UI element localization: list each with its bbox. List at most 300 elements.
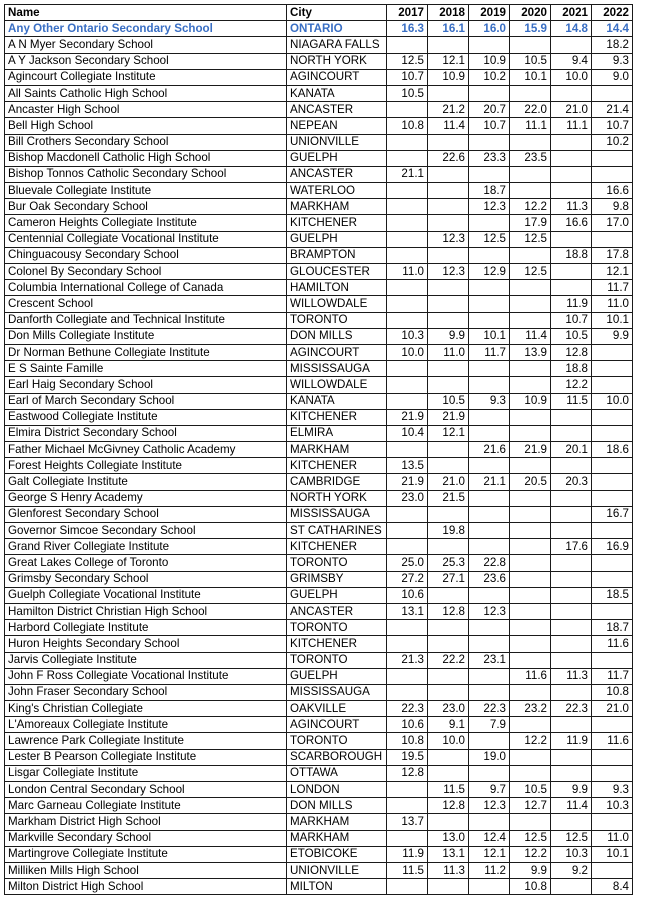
school-name-cell: Lester B Pearson Collegiate Institute [5, 749, 287, 765]
value-2020-cell [510, 296, 551, 312]
value-2017-cell: 10.5 [387, 85, 428, 101]
value-2020-cell [510, 280, 551, 296]
value-2022-cell [592, 150, 633, 166]
value-2022-cell: 10.7 [592, 118, 633, 134]
value-2017-cell: 10.3 [387, 328, 428, 344]
value-2022-cell [592, 361, 633, 377]
table-row [5, 85, 633, 101]
city-cell: DON MILLS [287, 798, 387, 814]
value-2020-cell: 12.2 [510, 733, 551, 749]
value-2020-cell [510, 587, 551, 603]
city-cell: WILLOWDALE [287, 377, 387, 393]
value-2017-cell [387, 620, 428, 636]
value-2019-cell: 7.9 [469, 717, 510, 733]
value-2022-cell: 8.4 [592, 879, 633, 895]
table-row [5, 102, 633, 118]
value-2022-cell [592, 652, 633, 668]
table-row [5, 312, 633, 328]
city-cell: OTTAWA [287, 765, 387, 781]
school-name-cell: Crescent School [5, 296, 287, 312]
table-row [5, 571, 633, 587]
value-2019-cell [469, 247, 510, 263]
city-cell: BRAMPTON [287, 247, 387, 263]
value-2020-cell [510, 490, 551, 506]
city-cell: MARKHAM [287, 199, 387, 215]
table-row [5, 846, 633, 862]
table-row [5, 555, 633, 571]
value-2017-cell [387, 102, 428, 118]
value-2021-cell: 12.2 [551, 377, 592, 393]
value-2021-cell: 11.9 [551, 296, 592, 312]
school-name-cell: Eastwood Collegiate Institute [5, 409, 287, 425]
school-name-cell: Bur Oak Secondary School [5, 199, 287, 215]
value-2021-cell: 14.8 [551, 21, 592, 37]
value-2021-cell: 9.9 [551, 782, 592, 798]
value-2019-cell: 23.6 [469, 571, 510, 587]
value-2019-cell: 12.3 [469, 798, 510, 814]
school-name-cell: Bishop Macdonell Catholic High School [5, 150, 287, 166]
value-2018-cell: 21.2 [428, 102, 469, 118]
value-2017-cell [387, 830, 428, 846]
value-2020-cell: 23.2 [510, 701, 551, 717]
city-cell: AGINCOURT [287, 344, 387, 360]
value-2018-cell: 13.1 [428, 846, 469, 862]
value-2022-cell [592, 862, 633, 878]
value-2022-cell: 16.6 [592, 183, 633, 199]
value-2022-cell: 11.7 [592, 280, 633, 296]
city-cell: ST CATHARINES [287, 523, 387, 539]
value-2018-cell [428, 765, 469, 781]
value-2018-cell: 11.4 [428, 118, 469, 134]
table-row [5, 166, 633, 182]
school-name-cell: Chinguacousy Secondary School [5, 247, 287, 263]
value-2017-cell: 10.7 [387, 69, 428, 85]
school-name-cell: Centennial Collegiate Vocational Institute [5, 231, 287, 247]
header-2021: 2021 [551, 5, 592, 21]
value-2021-cell [551, 506, 592, 522]
table-row [5, 652, 633, 668]
value-2020-cell: 11.6 [510, 668, 551, 684]
value-2018-cell [428, 247, 469, 263]
city-cell: KITCHENER [287, 215, 387, 231]
value-2019-cell: 12.4 [469, 830, 510, 846]
school-name-cell: Markham District High School [5, 814, 287, 830]
school-name-cell: A N Myer Secondary School [5, 37, 287, 53]
value-2018-cell [428, 587, 469, 603]
city-cell: MISSISSAUGA [287, 684, 387, 700]
city-cell: OAKVILLE [287, 701, 387, 717]
school-name-cell: Colonel By Secondary School [5, 264, 287, 280]
value-2020-cell [510, 37, 551, 53]
table-row [5, 749, 633, 765]
table-row [5, 879, 633, 895]
value-2021-cell [551, 555, 592, 571]
value-2018-cell: 21.5 [428, 490, 469, 506]
value-2017-cell: 12.8 [387, 765, 428, 781]
value-2022-cell [592, 555, 633, 571]
value-2018-cell [428, 636, 469, 652]
value-2019-cell [469, 134, 510, 150]
value-2022-cell: 10.8 [592, 684, 633, 700]
table-row [5, 134, 633, 150]
value-2017-cell: 21.9 [387, 474, 428, 490]
table-row [5, 37, 633, 53]
table-row [5, 344, 633, 360]
school-name-cell: John Fraser Secondary School [5, 684, 287, 700]
city-cell: ANCASTER [287, 603, 387, 619]
city-cell: NEPEAN [287, 118, 387, 134]
value-2022-cell: 12.1 [592, 264, 633, 280]
value-2019-cell: 9.3 [469, 393, 510, 409]
table-row [5, 523, 633, 539]
city-cell: TORONTO [287, 652, 387, 668]
table-row [5, 409, 633, 425]
value-2018-cell: 12.3 [428, 264, 469, 280]
value-2017-cell [387, 393, 428, 409]
value-2019-cell [469, 215, 510, 231]
value-2017-cell: 10.8 [387, 118, 428, 134]
school-name-cell: Ancaster High School [5, 102, 287, 118]
school-name-cell: Grand River Collegiate Institute [5, 539, 287, 555]
value-2019-cell: 12.3 [469, 603, 510, 619]
school-name-cell: Hamilton District Christian High School [5, 603, 287, 619]
value-2018-cell: 10.5 [428, 393, 469, 409]
school-name-cell: Cameron Heights Collegiate Institute [5, 215, 287, 231]
value-2022-cell [592, 409, 633, 425]
value-2022-cell: 9.3 [592, 53, 633, 69]
value-2020-cell: 23.5 [510, 150, 551, 166]
value-2017-cell: 27.2 [387, 571, 428, 587]
value-2017-cell: 10.0 [387, 344, 428, 360]
value-2018-cell: 9.9 [428, 328, 469, 344]
value-2022-cell [592, 490, 633, 506]
value-2022-cell: 17.0 [592, 215, 633, 231]
value-2018-cell [428, 814, 469, 830]
value-2022-cell [592, 474, 633, 490]
value-2017-cell: 19.5 [387, 749, 428, 765]
table-row [5, 69, 633, 85]
value-2018-cell: 21.9 [428, 409, 469, 425]
value-2019-cell: 22.8 [469, 555, 510, 571]
value-2022-cell [592, 523, 633, 539]
value-2021-cell [551, 652, 592, 668]
value-2019-cell [469, 425, 510, 441]
city-cell: NORTH YORK [287, 490, 387, 506]
value-2019-cell [469, 85, 510, 101]
table-row [5, 636, 633, 652]
city-cell: ANCASTER [287, 102, 387, 118]
table-row [5, 765, 633, 781]
value-2021-cell [551, 166, 592, 182]
value-2020-cell [510, 166, 551, 182]
city-cell: LONDON [287, 782, 387, 798]
value-2022-cell: 10.3 [592, 798, 633, 814]
value-2020-cell [510, 247, 551, 263]
value-2019-cell: 20.7 [469, 102, 510, 118]
value-2021-cell: 12.5 [551, 830, 592, 846]
table-row [5, 53, 633, 69]
value-2019-cell [469, 506, 510, 522]
value-2017-cell [387, 523, 428, 539]
value-2020-cell [510, 603, 551, 619]
value-2017-cell [387, 684, 428, 700]
value-2022-cell: 10.1 [592, 312, 633, 328]
value-2018-cell [428, 215, 469, 231]
value-2022-cell [592, 603, 633, 619]
value-2019-cell: 12.1 [469, 846, 510, 862]
table-row [5, 393, 633, 409]
value-2022-cell: 9.8 [592, 199, 633, 215]
city-cell: GUELPH [287, 587, 387, 603]
table-row [5, 814, 633, 830]
value-2020-cell: 12.5 [510, 830, 551, 846]
value-2019-cell [469, 166, 510, 182]
value-2022-cell [592, 377, 633, 393]
value-2019-cell: 23.1 [469, 652, 510, 668]
value-2021-cell [551, 280, 592, 296]
school-name-cell: Milton District High School [5, 879, 287, 895]
city-cell: HAMILTON [287, 280, 387, 296]
header-2019: 2019 [469, 5, 510, 21]
value-2022-cell: 9.0 [592, 69, 633, 85]
value-2022-cell: 16.9 [592, 539, 633, 555]
value-2020-cell [510, 506, 551, 522]
school-name-cell: Father Michael McGivney Catholic Academy [5, 442, 287, 458]
value-2017-cell [387, 280, 428, 296]
table-row [5, 150, 633, 166]
value-2020-cell: 11.1 [510, 118, 551, 134]
value-2021-cell: 22.3 [551, 701, 592, 717]
value-2017-cell [387, 215, 428, 231]
school-name-cell: Galt Collegiate Institute [5, 474, 287, 490]
school-name-cell: Lawrence Park Collegiate Institute [5, 733, 287, 749]
school-name-cell: Bluevale Collegiate Institute [5, 183, 287, 199]
value-2019-cell [469, 668, 510, 684]
city-cell: UNIONVILLE [287, 134, 387, 150]
value-2018-cell [428, 749, 469, 765]
value-2020-cell: 17.9 [510, 215, 551, 231]
value-2017-cell [387, 636, 428, 652]
value-2020-cell [510, 312, 551, 328]
value-2021-cell: 16.6 [551, 215, 592, 231]
value-2022-cell [592, 231, 633, 247]
value-2017-cell [387, 361, 428, 377]
table-row [5, 183, 633, 199]
city-cell: ONTARIO [287, 21, 387, 37]
value-2019-cell [469, 523, 510, 539]
value-2021-cell [551, 571, 592, 587]
value-2017-cell: 10.6 [387, 717, 428, 733]
value-2021-cell [551, 183, 592, 199]
value-2020-cell: 12.5 [510, 231, 551, 247]
value-2017-cell: 10.6 [387, 587, 428, 603]
value-2018-cell [428, 199, 469, 215]
city-cell: ELMIRA [287, 425, 387, 441]
table-row [5, 474, 633, 490]
value-2018-cell [428, 668, 469, 684]
value-2017-cell [387, 183, 428, 199]
school-name-cell: Dr Norman Bethune Collegiate Institute [5, 344, 287, 360]
city-cell: AGINCOURT [287, 69, 387, 85]
school-name-cell: A Y Jackson Secondary School [5, 53, 287, 69]
value-2020-cell: 10.9 [510, 393, 551, 409]
value-2019-cell: 12.3 [469, 199, 510, 215]
value-2022-cell: 16.7 [592, 506, 633, 522]
value-2020-cell: 20.5 [510, 474, 551, 490]
value-2020-cell: 10.8 [510, 879, 551, 895]
school-name-cell: King's Christian Collegiate [5, 701, 287, 717]
school-name-cell: Harbord Collegiate Institute [5, 620, 287, 636]
value-2020-cell [510, 85, 551, 101]
value-2021-cell: 11.3 [551, 668, 592, 684]
value-2019-cell: 18.7 [469, 183, 510, 199]
value-2022-cell [592, 749, 633, 765]
value-2017-cell [387, 442, 428, 458]
table-row [5, 231, 633, 247]
value-2020-cell: 15.9 [510, 21, 551, 37]
value-2017-cell [387, 798, 428, 814]
value-2020-cell [510, 425, 551, 441]
city-cell: NIAGARA FALLS [287, 37, 387, 53]
school-name-cell: Guelph Collegiate Vocational Institute [5, 587, 287, 603]
school-name-cell: Martingrove Collegiate Institute [5, 846, 287, 862]
value-2020-cell [510, 377, 551, 393]
value-2017-cell: 11.9 [387, 846, 428, 862]
value-2019-cell: 12.9 [469, 264, 510, 280]
school-name-cell: Milliken Mills High School [5, 862, 287, 878]
value-2022-cell: 14.4 [592, 21, 633, 37]
value-2018-cell: 10.0 [428, 733, 469, 749]
city-cell: TORONTO [287, 733, 387, 749]
value-2022-cell: 21.0 [592, 701, 633, 717]
city-cell: WILLOWDALE [287, 296, 387, 312]
table-row [5, 215, 633, 231]
value-2021-cell [551, 150, 592, 166]
value-2021-cell [551, 409, 592, 425]
value-2020-cell: 12.7 [510, 798, 551, 814]
value-2020-cell [510, 555, 551, 571]
table-row [5, 199, 633, 215]
value-2018-cell [428, 85, 469, 101]
value-2021-cell [551, 425, 592, 441]
city-cell: GUELPH [287, 668, 387, 684]
value-2019-cell [469, 684, 510, 700]
value-2021-cell [551, 620, 592, 636]
value-2020-cell: 9.9 [510, 862, 551, 878]
value-2021-cell [551, 814, 592, 830]
value-2017-cell: 16.3 [387, 21, 428, 37]
value-2020-cell [510, 523, 551, 539]
value-2018-cell [428, 458, 469, 474]
school-name-cell: Earl Haig Secondary School [5, 377, 287, 393]
value-2018-cell [428, 296, 469, 312]
city-cell: KITCHENER [287, 409, 387, 425]
value-2022-cell: 18.5 [592, 587, 633, 603]
value-2017-cell: 21.3 [387, 652, 428, 668]
value-2019-cell [469, 765, 510, 781]
value-2017-cell [387, 782, 428, 798]
value-2018-cell [428, 684, 469, 700]
value-2017-cell [387, 37, 428, 53]
value-2017-cell: 10.8 [387, 733, 428, 749]
value-2018-cell: 25.3 [428, 555, 469, 571]
value-2021-cell: 18.8 [551, 247, 592, 263]
school-name-cell: Earl of March Secondary School [5, 393, 287, 409]
header-row [5, 5, 633, 21]
value-2020-cell: 12.2 [510, 846, 551, 862]
value-2020-cell [510, 539, 551, 555]
value-2021-cell [551, 879, 592, 895]
value-2018-cell [428, 312, 469, 328]
table-row [5, 264, 633, 280]
value-2018-cell: 12.3 [428, 231, 469, 247]
value-2017-cell [387, 247, 428, 263]
value-2018-cell: 11.3 [428, 862, 469, 878]
value-2021-cell [551, 231, 592, 247]
city-cell: TORONTO [287, 312, 387, 328]
value-2022-cell: 9.9 [592, 328, 633, 344]
value-2019-cell: 16.0 [469, 21, 510, 37]
table-row [5, 377, 633, 393]
school-name-cell: Danforth Collegiate and Technical Institute [5, 312, 287, 328]
city-cell: GRIMSBY [287, 571, 387, 587]
value-2021-cell [551, 765, 592, 781]
value-2018-cell [428, 377, 469, 393]
value-2021-cell [551, 37, 592, 53]
value-2018-cell: 12.1 [428, 425, 469, 441]
school-name-cell: Glenforest Secondary School [5, 506, 287, 522]
value-2020-cell: 10.1 [510, 69, 551, 85]
city-cell: MILTON [287, 879, 387, 895]
value-2021-cell: 11.1 [551, 118, 592, 134]
value-2019-cell: 10.2 [469, 69, 510, 85]
school-name-cell: Grimsby Secondary School [5, 571, 287, 587]
value-2018-cell: 12.1 [428, 53, 469, 69]
value-2017-cell [387, 296, 428, 312]
value-2018-cell [428, 183, 469, 199]
city-cell: TORONTO [287, 555, 387, 571]
value-2021-cell: 21.0 [551, 102, 592, 118]
value-2019-cell: 9.7 [469, 782, 510, 798]
value-2018-cell: 22.2 [428, 652, 469, 668]
city-cell: KANATA [287, 393, 387, 409]
table-row [5, 118, 633, 134]
value-2018-cell: 27.1 [428, 571, 469, 587]
value-2020-cell [510, 458, 551, 474]
value-2019-cell [469, 312, 510, 328]
value-2022-cell: 11.0 [592, 296, 633, 312]
value-2019-cell [469, 458, 510, 474]
school-name-cell: E S Sainte Famille [5, 361, 287, 377]
value-2019-cell [469, 879, 510, 895]
table-row [5, 442, 633, 458]
value-2017-cell [387, 150, 428, 166]
value-2020-cell [510, 361, 551, 377]
header-2017: 2017 [387, 5, 428, 21]
table-row [5, 296, 633, 312]
value-2017-cell [387, 134, 428, 150]
value-2018-cell [428, 879, 469, 895]
table-row [5, 539, 633, 555]
school-name-cell: Jarvis Collegiate Institute [5, 652, 287, 668]
school-name-cell: Lisgar Collegiate Institute [5, 765, 287, 781]
value-2021-cell: 20.3 [551, 474, 592, 490]
value-2019-cell: 10.9 [469, 53, 510, 69]
school-name-cell: Marc Garneau Collegiate Institute [5, 798, 287, 814]
value-2017-cell: 11.0 [387, 264, 428, 280]
value-2018-cell [428, 280, 469, 296]
table-row [5, 620, 633, 636]
